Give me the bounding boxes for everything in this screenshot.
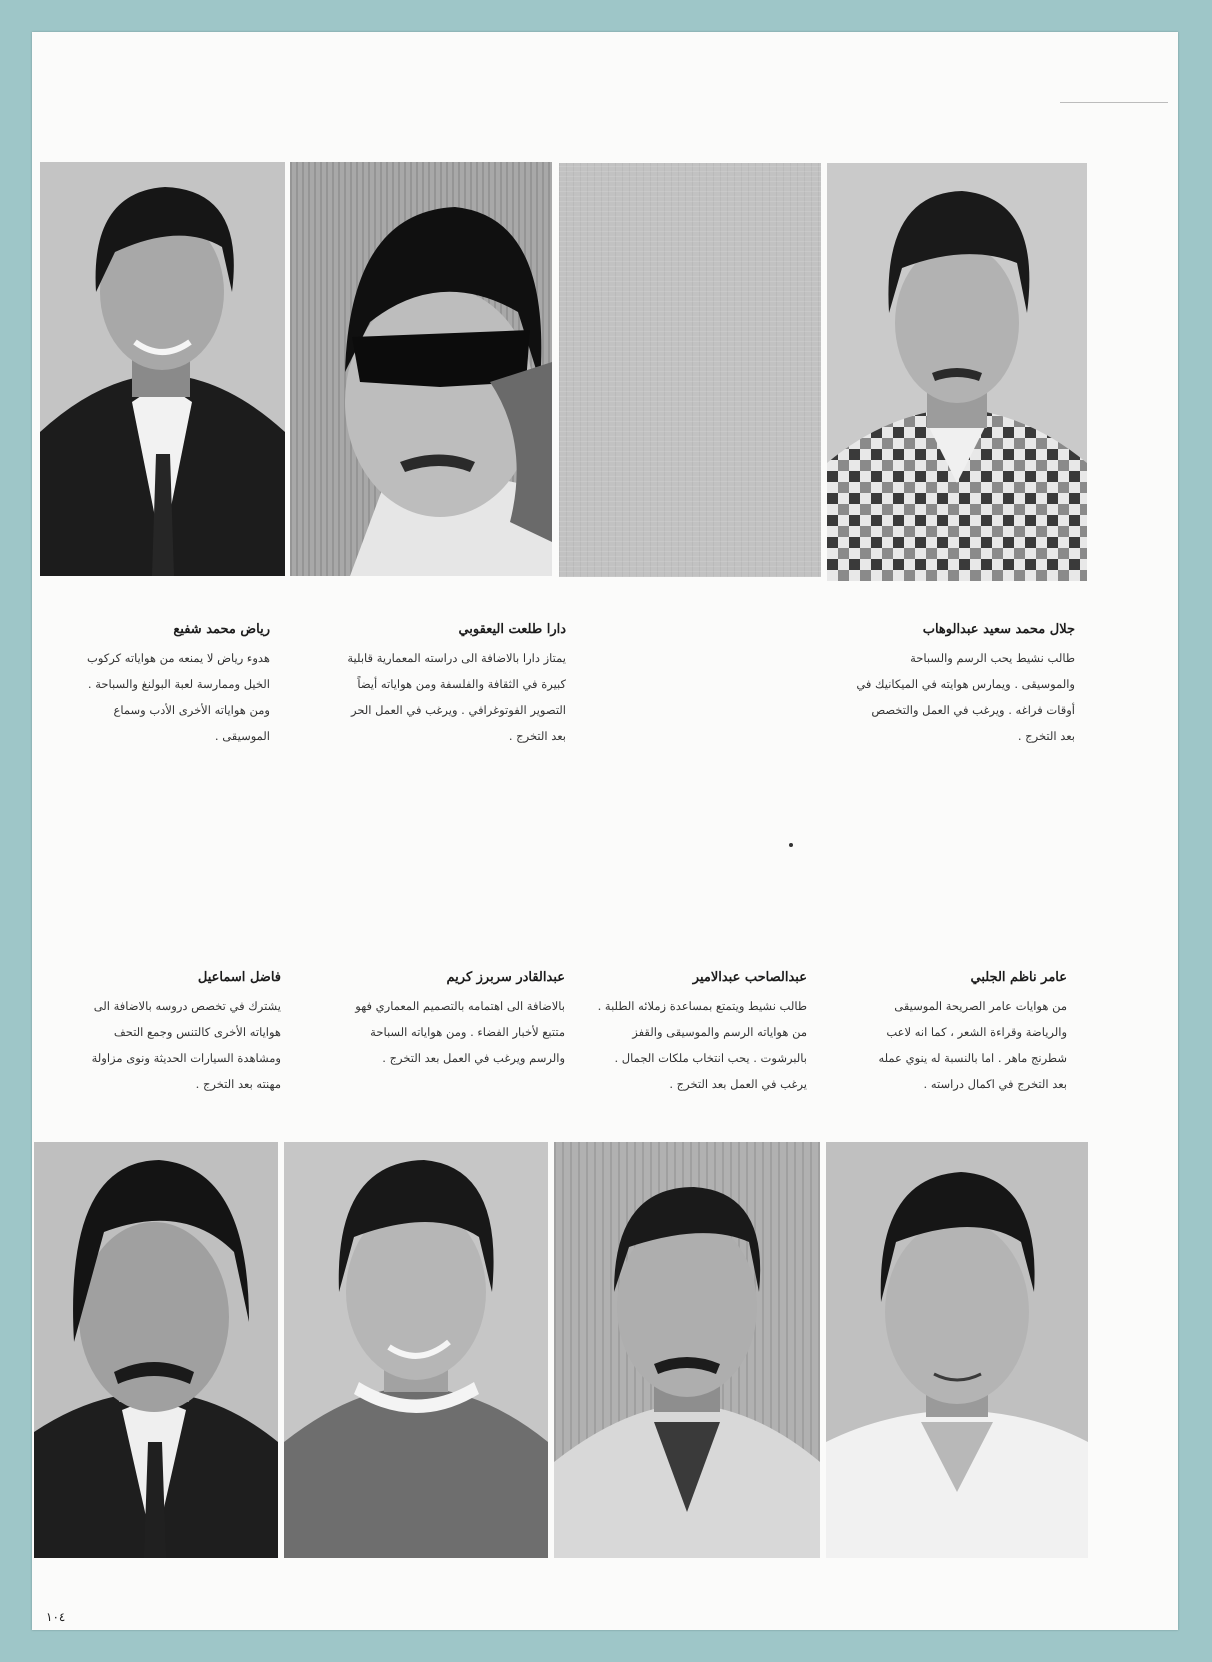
blank-photo-placeholder	[559, 163, 821, 577]
student-name: رياض محمد شفيع	[173, 622, 270, 637]
student-bio: طالب نشيط ويتمتع بمساعدة زملائه الطلبة . من هواياته الرسم والموسيقى والقفز بالبرشوت . يحب انتخاب ملكات الجمال . يرغب في العمل بعد التخرج .	[597, 999, 807, 1091]
student-photo	[34, 1142, 278, 1558]
student-name: عامر ناظم الجلبي	[970, 970, 1067, 985]
student-caption	[855, 622, 1075, 749]
student-bio: هدوء رياض لا يمنعه من هواياته كركوب الخيل وممارسة لعبة البولنغ والسباحة . ومن هواياته الأخرى الأدب وسماع الموسيقى .	[87, 651, 270, 743]
student-name: فاضل اسماعيل	[197, 970, 281, 985]
student-photo	[827, 163, 1087, 581]
student-caption	[76, 970, 281, 1097]
student-bio: طالب نشيط يحب الرسم والسباحة والموسيقى . ويمارس هوايته في الميكانيك في أوقات فراغه . ويرغب في العمل والتخصص بعد التخرج .	[856, 651, 1075, 743]
student-name: عبدالصاحب عبدالامير	[692, 970, 807, 985]
student-photo	[290, 162, 552, 576]
student-bio: يمتاز دارا بالاضافة الى دراسته المعمارية قابلية كبيرة في الثقافة والفلسفة ومن هواياته أيضاً التصوير الفوتوغرافي . ويرغب في العمل الحر بعد التخرج .	[347, 651, 566, 743]
student-photo	[40, 162, 285, 576]
student-bio: بالاضافة الى اهتمامه بالتصميم المعماري فهو متتبع لأخبار الفضاء . ومن هواياته السباحة والرسم ويرغب في العمل بعد التخرج .	[355, 999, 565, 1065]
student-caption	[597, 970, 807, 1097]
student-photo	[554, 1142, 820, 1558]
student-caption	[862, 970, 1067, 1097]
page-number: ١٠٤	[46, 1610, 66, 1624]
student-name: عبدالقادر سربرز كريم	[446, 970, 565, 985]
student-bio: يشترك في تخصص دروسه بالاضافة الى هواياته الأخرى كالتنس وجمع التحف ومشاهدة السيارات الحديثة ونوى مزاولة مهنته بعد التخرج .	[91, 999, 281, 1091]
student-name: دارا طلعت اليعقوبي	[458, 622, 566, 637]
student-caption	[344, 622, 566, 749]
ink-dot	[789, 843, 793, 847]
student-bio: من هوايات عامر الصريحة الموسيقى والرياضة وقراءة الشعر ، كما انه لاعب شطرنج ماهر . اما بالنسبة له ينوي عمله بعد التخرج في اكمال دراسته .	[878, 999, 1067, 1091]
student-photo	[284, 1142, 548, 1558]
student-caption-empty	[592, 622, 802, 630]
student-caption	[70, 622, 270, 749]
student-photo	[826, 1142, 1088, 1558]
yearbook-page	[32, 32, 1178, 1630]
student-name: جلال محمد سعيد عبدالوهاب	[922, 622, 1075, 637]
top-rule	[1060, 102, 1168, 103]
student-caption	[350, 970, 565, 1071]
